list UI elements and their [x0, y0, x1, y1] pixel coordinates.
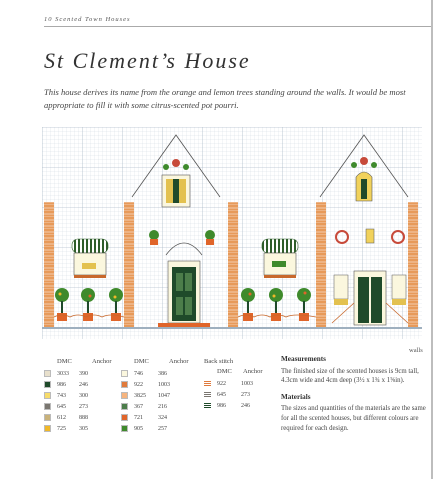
color-swatch — [121, 392, 128, 399]
key-row: 645 273 — [204, 389, 263, 400]
color-swatch — [121, 370, 128, 377]
key-row: 725 305 — [44, 423, 112, 434]
key-row: 905 257 — [121, 423, 189, 434]
intro-paragraph: This house derives its name from the orange and lemon trees standing around the walls. It would be most appropriate to fill it with some citrus-scented pot pourri. — [44, 87, 406, 110]
color-swatch — [44, 403, 51, 410]
key-row: 3825 1047 — [121, 390, 189, 401]
color-swatch — [121, 381, 128, 388]
key-row: 922 1003 — [121, 379, 189, 390]
cross-stitch-chart — [42, 127, 422, 339]
notes-column — [281, 355, 431, 440]
color-swatch — [44, 392, 51, 399]
backstitch-key — [204, 358, 263, 411]
color-swatch — [44, 414, 51, 421]
measurements-text: The finished size of the scented houses is 9cm tall, 4.3cm wide and 4cm deep (3½ x 1¾ x 1⅝in). — [281, 367, 419, 385]
key-header-dmc: DMC — [134, 358, 149, 365]
key-row: 721 324 — [121, 412, 189, 423]
backstitch-label: Back stitch — [204, 358, 234, 365]
key-row: 986 246 — [44, 379, 112, 390]
color-swatch — [44, 381, 51, 388]
color-swatch — [121, 403, 128, 410]
thread-key-left — [44, 358, 112, 434]
key-row: 746 386 — [121, 368, 189, 379]
color-swatch — [44, 370, 51, 377]
key-row: 3033 390 — [44, 368, 112, 379]
key-row: 367 216 — [121, 401, 189, 412]
color-swatch — [121, 414, 128, 421]
key-row: 612 888 — [44, 412, 112, 423]
page-title: St Clement’s House — [44, 48, 251, 73]
materials-heading: Materials — [281, 392, 311, 401]
key-row: 986 246 — [204, 400, 263, 411]
key-header-dmc: DMC — [217, 368, 232, 375]
color-swatch — [44, 425, 51, 432]
key-row: 645 273 — [44, 401, 112, 412]
backstitch-swatch — [204, 402, 211, 409]
backstitch-swatch — [204, 380, 211, 387]
key-header-anchor: Anchor — [169, 358, 189, 365]
awning-window-left — [72, 239, 108, 278]
running-head: 10 Scented Town Houses — [44, 16, 131, 23]
materials-text: The sizes and quantities of the materials are the same for all the scented houses, but different colours are required for each design. — [281, 405, 426, 432]
chart-caption: walls — [409, 347, 423, 354]
key-row: 743 300 — [44, 390, 112, 401]
awning-window-mid — [262, 239, 298, 278]
gable-window-left — [162, 159, 190, 207]
key-header-anchor: Anchor — [243, 368, 263, 375]
key-row: 922 1003 — [204, 378, 263, 389]
color-swatch — [121, 425, 128, 432]
thread-key-middle — [121, 358, 189, 434]
key-header-anchor: Anchor — [92, 358, 112, 365]
measurements-heading: Measurements — [281, 355, 326, 363]
header-rule — [44, 26, 433, 27]
backstitch-swatch — [204, 391, 211, 398]
key-header-dmc: DMC — [57, 358, 72, 365]
